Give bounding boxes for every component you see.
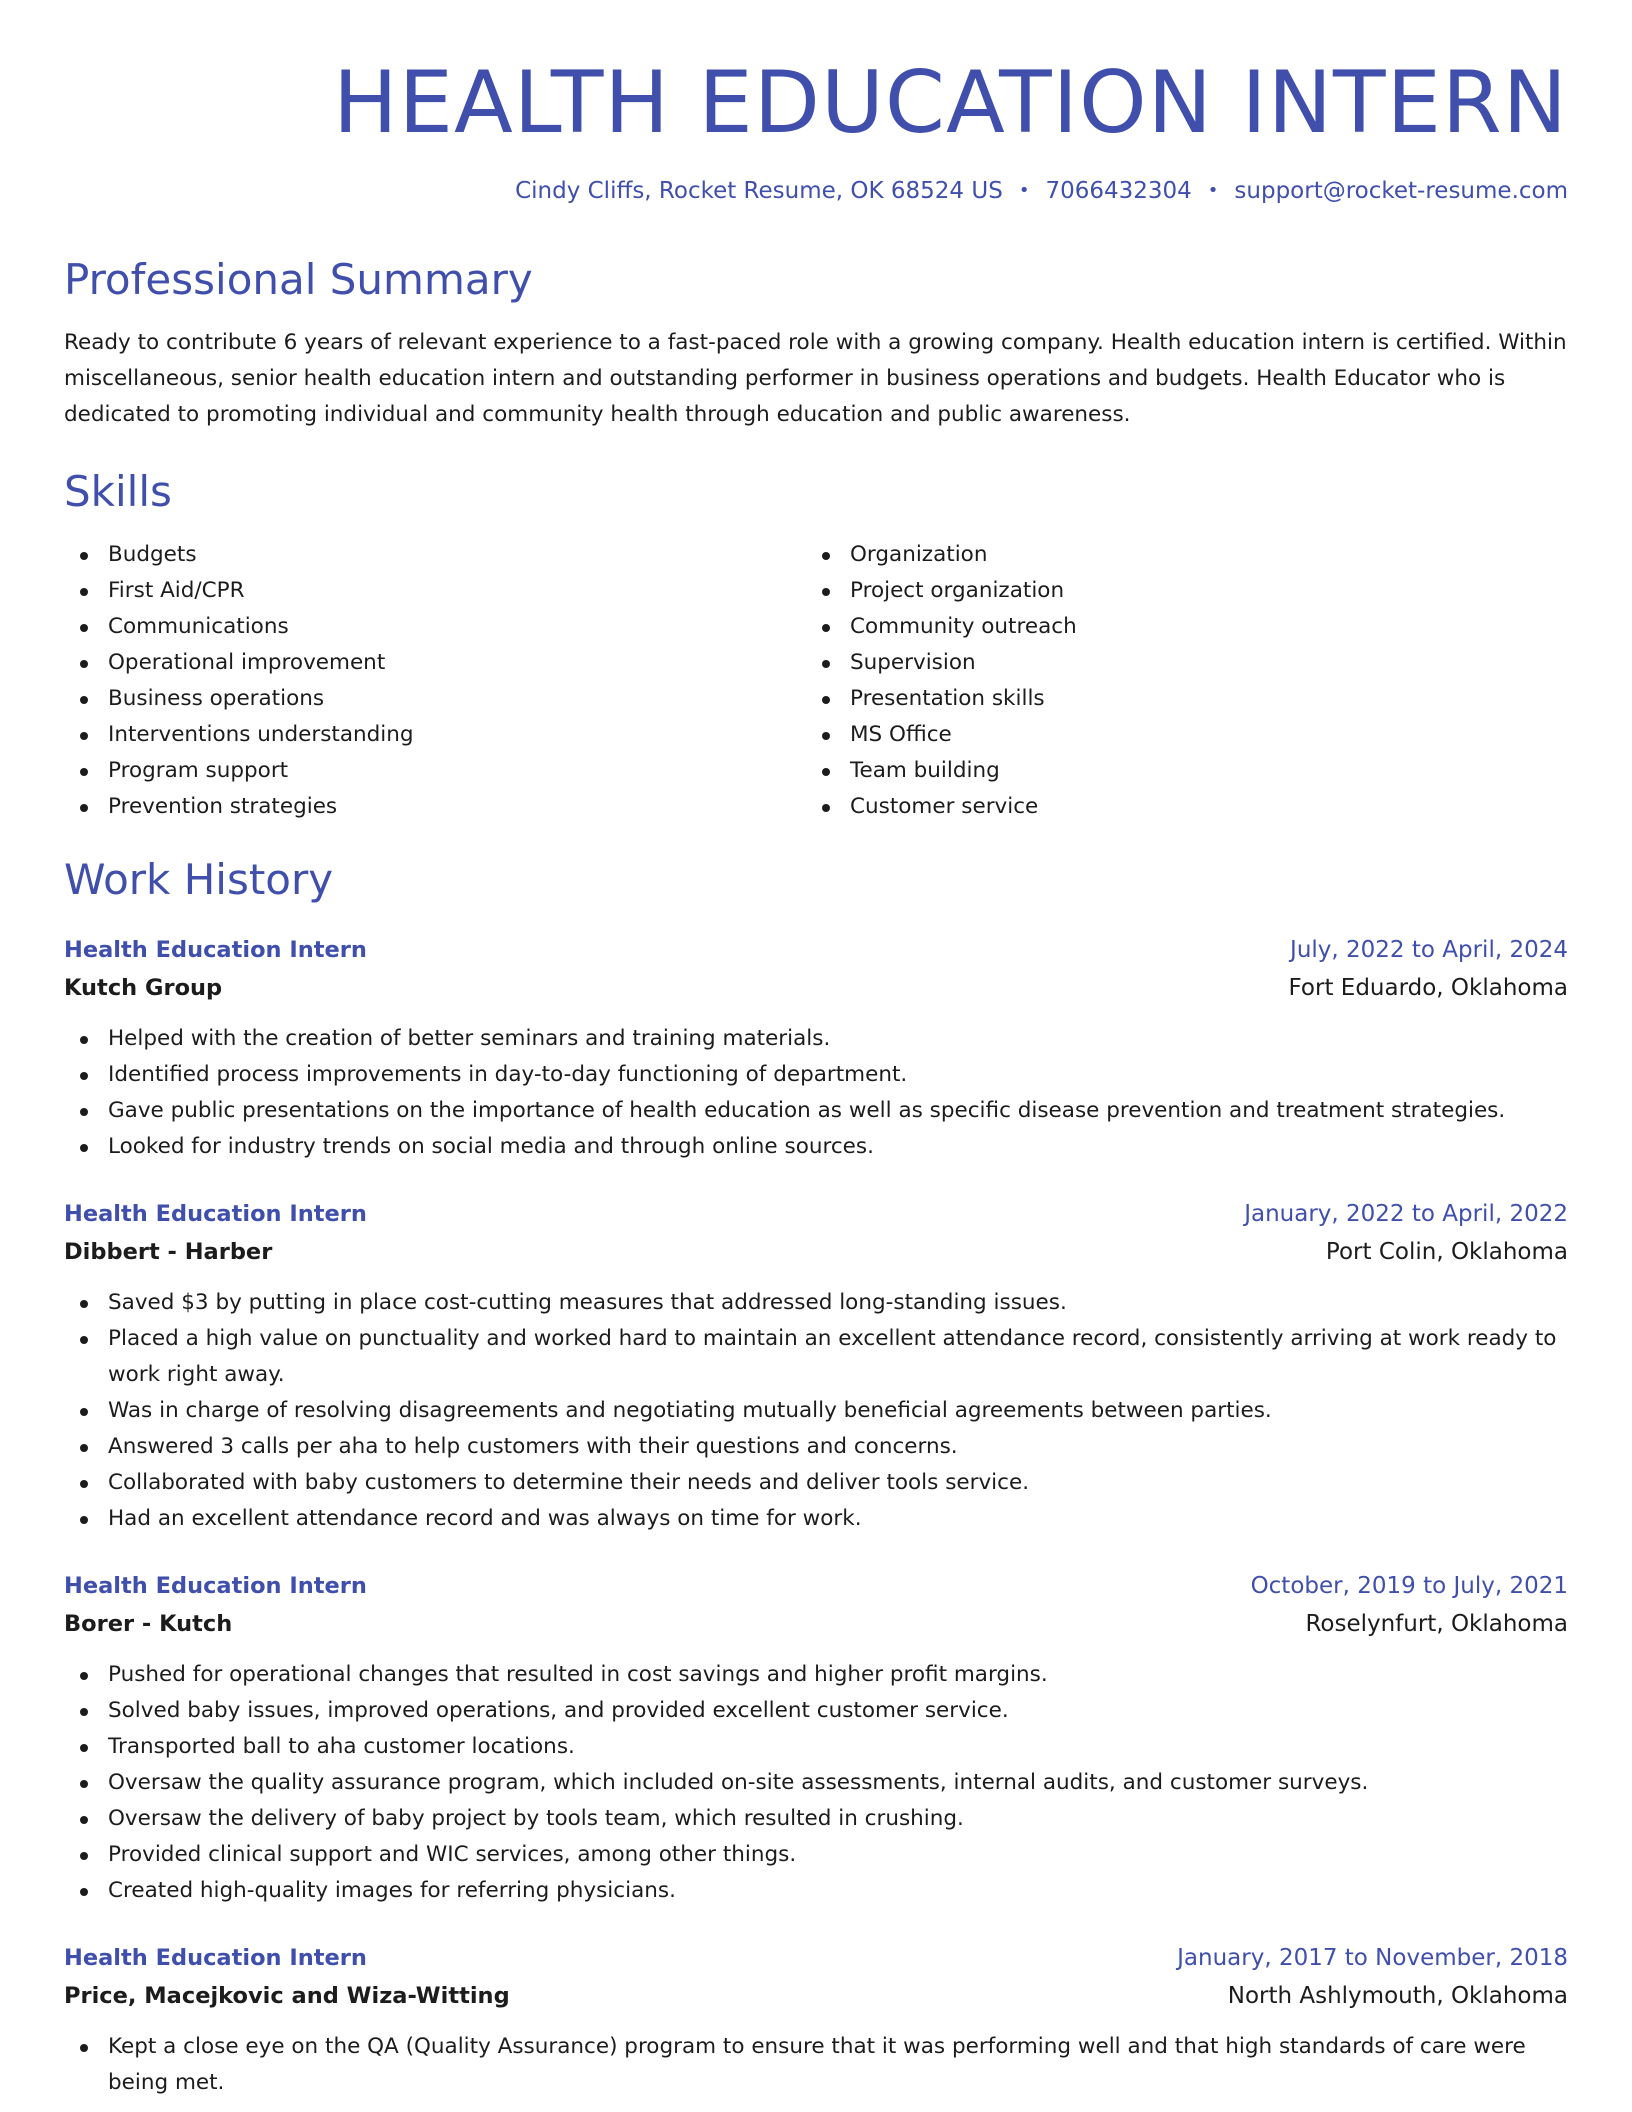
skill-item: Community outreach [806,609,1548,645]
skill-item: Customer service [806,789,1548,825]
skill-item: Operational improvement [64,645,806,681]
job-dates: January, 2017 to November, 2018 [1177,1945,1568,1971]
job-dates: October, 2019 to July, 2021 [1250,1573,1568,1599]
skill-item: Team building [806,753,1548,789]
job-bullet: Solved baby issues, improved operations, and provided excellent customer service. [64,1693,1568,1729]
contact-phone: 7066432304 [1045,178,1192,204]
skill-item: Interventions understanding [64,717,806,753]
job-bullet: Had an excellent attendance record and was always on time for work. [64,1501,1568,1537]
job-subheader [64,1233,1568,1271]
job-bullet: Provided clinical support and WIC services, among other things. [64,1837,1568,1873]
work-history-heading: Work History [64,855,334,904]
job-bullet: Created high-quality images for referring physicians. [64,1873,1568,1909]
job-header [64,1939,1568,1977]
skill-item: Business operations [64,681,806,717]
job-bullet: Saved $3 by putting in place cost-cutting measures that addressed long-standing issues. [64,1285,1568,1321]
skill-item: Program support [64,753,806,789]
job-dates: July, 2022 to April, 2024 [1290,937,1568,963]
job-dates: January, 2022 to April, 2022 [1244,1201,1568,1227]
job-subheader [64,969,1568,1007]
job-location: Port Colin, Oklahoma [1325,1239,1568,1265]
skill-item: Organization [806,537,1548,573]
skill-item: Presentation skills [806,681,1548,717]
job-bullet: Looked for industry trends on social media and through online sources. [64,1129,1568,1165]
job-bullets [64,1657,1568,1909]
job-entry [64,931,1568,1165]
job-location: Roselynfurt, Oklahoma [1305,1611,1568,1637]
job-bullet: Pushed for operational changes that resulted in cost savings and higher profit margins. [64,1657,1568,1693]
job-bullet: Oversaw the quality assurance program, which included on-site assessments, internal audits, and customer surveys. [64,1765,1568,1801]
job-company: Borer - Kutch [64,1611,233,1637]
job-company: Price, Macejkovic and Wiza-Witting [64,1983,510,2009]
job-entry [64,1939,1568,2101]
job-entry [64,1567,1568,1909]
skill-item: Prevention strategies [64,789,806,825]
job-location: North Ashlymouth, Oklahoma [1227,1983,1568,2009]
contact-address: Cindy Cliffs, Rocket Resume, OK 68524 US [515,178,1003,204]
contact-line [64,180,1568,203]
skills-column-right [806,537,1548,825]
skill-item: Communications [64,609,806,645]
resume-page [64,0,1568,2101]
job-header [64,931,1568,969]
job-bullet: Gave public presentations on the importance of health education as well as specific disease prevention and treatment strategies. [64,1093,1568,1129]
job-title: Health Education Intern [64,1201,367,1227]
job-bullet: Kept a close eye on the QA (Quality Assurance) program to ensure that it was performing well and that high standards of care were being met. [64,2029,1568,2101]
job-bullets [64,2029,1568,2101]
job-title: Health Education Intern [64,1573,367,1599]
job-company: Kutch Group [64,975,223,1001]
job-title: Health Education Intern [64,937,367,963]
skill-item: Supervision [806,645,1548,681]
job-entry [64,1195,1568,1537]
job-bullet: Was in charge of resolving disagreements and negotiating mutually beneficial agreements between parties. [64,1393,1568,1429]
job-header [64,1195,1568,1233]
job-bullets [64,1021,1568,1165]
skill-item: First Aid/CPR [64,573,806,609]
skills-column-left [64,537,806,825]
job-bullet: Answered 3 calls per aha to help customers with their questions and concerns. [64,1429,1568,1465]
job-subheader [64,1605,1568,1643]
skills-list [64,537,1568,825]
job-location: Fort Eduardo, Oklahoma [1288,975,1568,1001]
job-bullet: Collaborated with baby customers to determine their needs and deliver tools service. [64,1465,1568,1501]
job-bullet: Placed a high value on punctuality and worked hard to maintain an excellent attendance record, consistently arriving at work ready to work right away. [64,1321,1568,1393]
job-title: Health Education Intern [64,1945,367,1971]
contact-separator: • [1018,180,1030,201]
job-bullet: Helped with the creation of better seminars and training materials. [64,1021,1568,1057]
summary-heading: Professional Summary [64,255,533,304]
job-bullets [64,1285,1568,1537]
skill-item: Budgets [64,537,806,573]
job-bullet: Identified process improvements in day-to-day functioning of department. [64,1057,1568,1093]
contact-separator: • [1207,180,1219,201]
job-bullet: Oversaw the delivery of baby project by tools team, which resulted in crushing. [64,1801,1568,1837]
skill-item: MS Office [806,717,1548,753]
job-company: Dibbert - Harber [64,1239,273,1265]
summary-text: Ready to contribute 6 years of relevant experience to a fast-paced role with a growing company. Health education intern is certified. Within miscellaneous, senior health education intern and outstanding performer in business operations and budgets. Health Educator who is dedicated to promoting individual and community health through education and public awareness. [64,330,1567,427]
job-subheader [64,1977,1568,2015]
skill-item: Project organization [806,573,1548,609]
skills-heading: Skills [64,467,172,516]
job-bullet: Transported ball to aha customer locations. [64,1729,1568,1765]
contact-email: support@rocket-resume.com [1234,178,1568,204]
page-title: HEALTH EDUCATION INTERN [332,53,1568,153]
job-header [64,1567,1568,1605]
